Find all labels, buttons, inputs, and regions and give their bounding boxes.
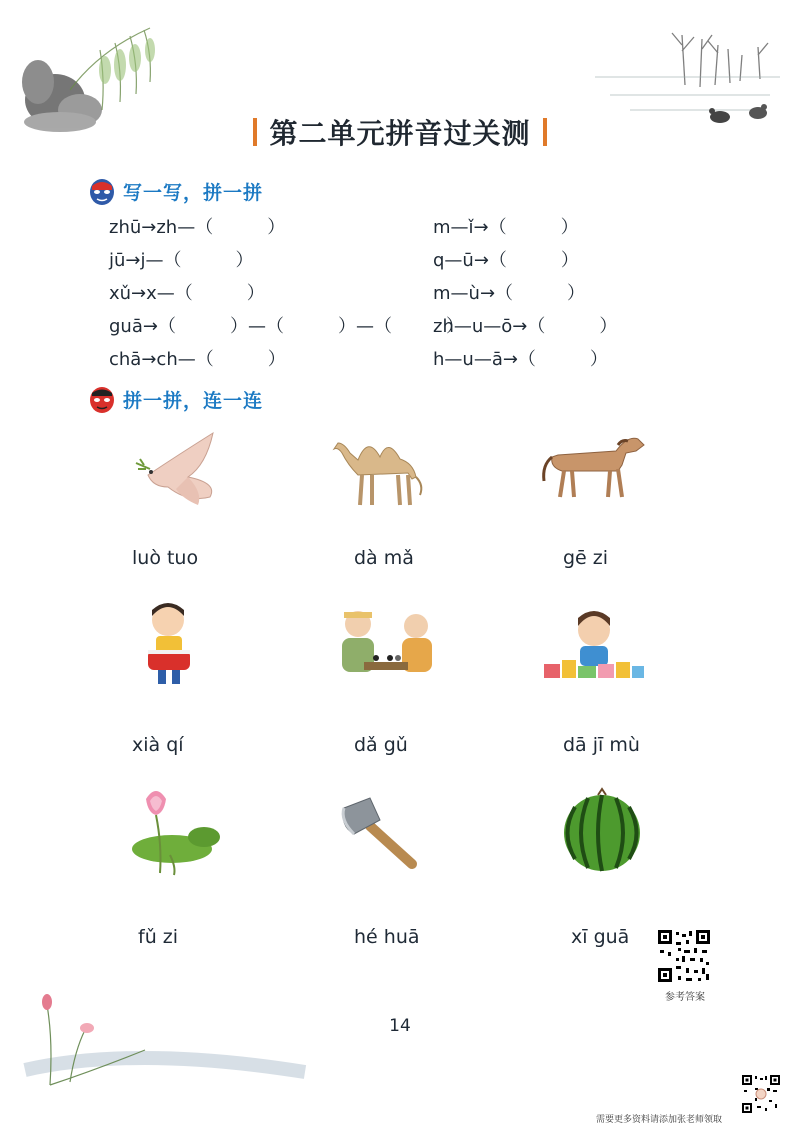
exercise-line[interactable]: m—ǐ→（ ） [433,217,579,238]
pinyin-label[interactable]: dà mǎ [354,547,414,569]
title-bar-right [543,118,547,146]
pinyin-label[interactable]: gē zi [563,547,609,569]
pinyin-label[interactable]: xià qí [132,734,184,756]
qr-code-answers[interactable] [656,928,712,984]
camel-picture[interactable] [328,425,438,520]
footer-text: 需要更多资料请添加张老师领取 [596,1115,723,1125]
pinyin-label[interactable]: luò tuo [132,547,199,569]
boy-drum-picture[interactable] [118,598,228,693]
axe-picture[interactable] [330,790,440,885]
exercise-line[interactable]: q—ū→（ ） [433,250,579,271]
pinyin-label[interactable]: dǎ gǔ [354,734,408,756]
exercise-right-column [433,215,617,373]
dove-picture[interactable] [128,425,238,520]
exercise-line[interactable]: guā→（ ）—（ ）—（ ） [109,316,464,337]
exercise-line[interactable]: xǔ→x—（ ） [109,283,265,304]
exercise-line[interactable]: jū→j—（ ） [109,250,254,271]
exercise-line[interactable]: h—u—ā→（ ） [433,349,608,370]
section2-heading-text: 拼一拼，连一连 [123,389,264,412]
horse-picture[interactable] [538,425,648,520]
title-bar-left [253,118,257,146]
section1-heading-text: 写一写，拼一拼 [123,181,264,204]
page-number: 14 [389,1016,411,1036]
opera-mask-icon [87,176,117,206]
exercise-line[interactable]: m—ù→（ ） [433,283,586,304]
page-title-text: 第二单元拼音过关测 [269,117,531,150]
qr-code-footer[interactable] [741,1074,781,1114]
pinyin-label[interactable]: fǔ zi [138,926,179,948]
opera-mask-icon [87,384,117,414]
pinyin-label[interactable]: dā jī mù [563,734,640,756]
section1-heading [87,175,263,207]
watermelon-picture[interactable] [548,785,658,880]
exercise-line[interactable]: zh—u—ō→（ ） [433,316,618,337]
exercise-line[interactable]: chā→ch—（ ） [109,349,286,370]
qr-caption: 参考答案 [665,992,705,1003]
pinyin-label[interactable]: xī guā [571,926,630,948]
grandpas-chess-picture[interactable] [330,600,440,695]
ink-painting-lotus-bottom [15,990,315,1090]
pinyin-label[interactable]: hé huā [354,926,420,948]
kid-blocks-picture[interactable] [538,600,648,695]
exercise-line[interactable]: zhū→zh—（ ） [109,217,286,238]
exercise-left-column [109,215,464,373]
section2-heading [87,383,263,415]
page-title [0,112,800,152]
lotus-picture[interactable] [120,785,230,880]
